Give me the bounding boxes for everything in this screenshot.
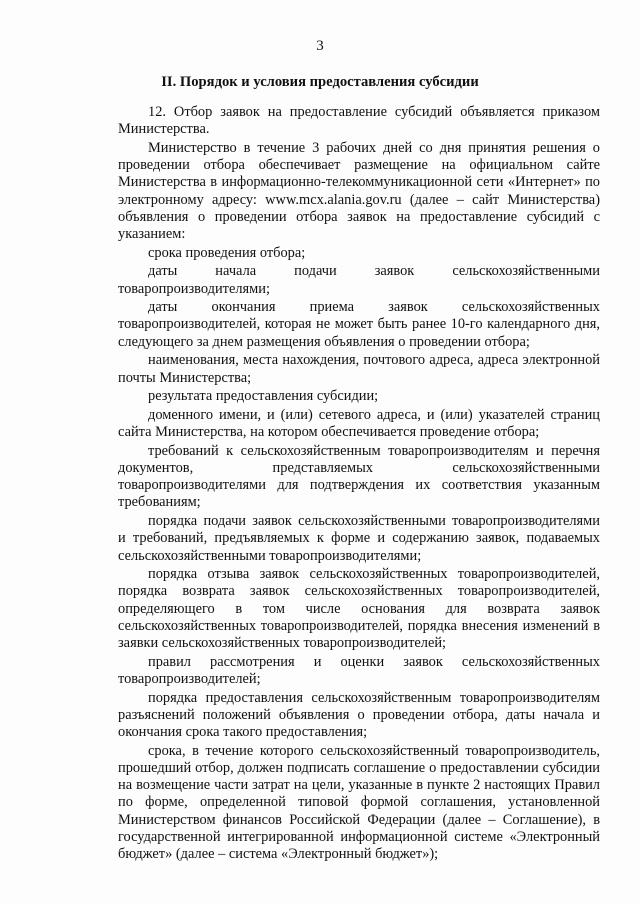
- paragraph: 12. Отбор заявок на предоставление субсидий объявляется приказом Министерства.: [118, 104, 600, 138]
- paragraph: наименования, места нахождения, почтового адреса, адреса электронной почты Министерства;: [118, 352, 600, 386]
- paragraph: срока проведения отбора;: [148, 244, 306, 261]
- paragraph: срока, в течение которого сельскохозяйственный товаропроизводитель, прошедший отбор, должен подписать соглашение о предоставлении субсидии на возмещение части затрат на цели, указанные в пункте 2 настоящих Правил по форме, определенной типовой формой соглашения, установленной Министерством финансов Российской Федерации (далее – Соглашение), в государственной интегрированной информационной системе «Электронный бюджет» (далее – система «Электронный бюджет»);: [118, 742, 600, 863]
- paragraph: даты окончания приема заявок сельскохозяйственных товаропроизводителей, которая не может быть ранее 10-го календарного дня, следующего за днем размещения объявления о проведении отбора;: [118, 299, 600, 350]
- paragraph: порядка отзыва заявок сельскохозяйственных товаропроизводителей, порядка возврата заявок сельскохозяйственных товаропроизводителей, определяющего в том числе основания для возврата заявок сельскохозяйственных товаропроизводителей, порядка внесения изменений в заявки сельскохозяйственных товаропроизводителей;: [118, 566, 600, 652]
- document-body: [118, 104, 600, 865]
- paragraph: требований к сельскохозяйственным товаропроизводителям и перечня документов, представляемых сельскохозяйственными товаропроизводителями для подтверждения их соответствия указанным требованиям;: [118, 442, 600, 511]
- paragraph: результата предоставления субсидии;: [148, 388, 379, 405]
- paragraph: правил рассмотрения и оценки заявок сельскохозяйственных товаропроизводителей;: [118, 653, 600, 687]
- section-title: II. Порядок и условия предоставления субсидии: [161, 74, 479, 90]
- paragraph: порядка предоставления сельскохозяйственным товаропроизводителям разъяснений положений объявления о проведении отбора, даты начала и окончания срока такого предоставления;: [118, 689, 600, 741]
- paragraph: порядка подачи заявок сельскохозяйственными товаропроизводителями и требований, предъявляемых к форме и содержанию заявок, подаваемых сельскохозяйственными товаропроизводителями;: [118, 513, 600, 564]
- paragraph: доменного имени, и (или) сетевого адреса, и (или) указателей страниц сайта Министерства, на котором обеспечивается проведение отбора;: [118, 406, 600, 441]
- page-number: 3: [316, 38, 324, 54]
- paragraph: даты начала подачи заявок сельскохозяйственными товаропроизводителями;: [118, 263, 600, 297]
- paragraph: Министерство в течение 3 рабочих дней со дня принятия решения о проведении отбора обеспечивает размещение на официальном сайте Министерства в информационно-телекоммуникационной сети «Интернет» по электронному адресу: www.mcx.alania.gov.ru (далее – сайт Министерства) объявления о проведении отбора заявок на предоставление субсидий с указанием:: [118, 139, 600, 242]
